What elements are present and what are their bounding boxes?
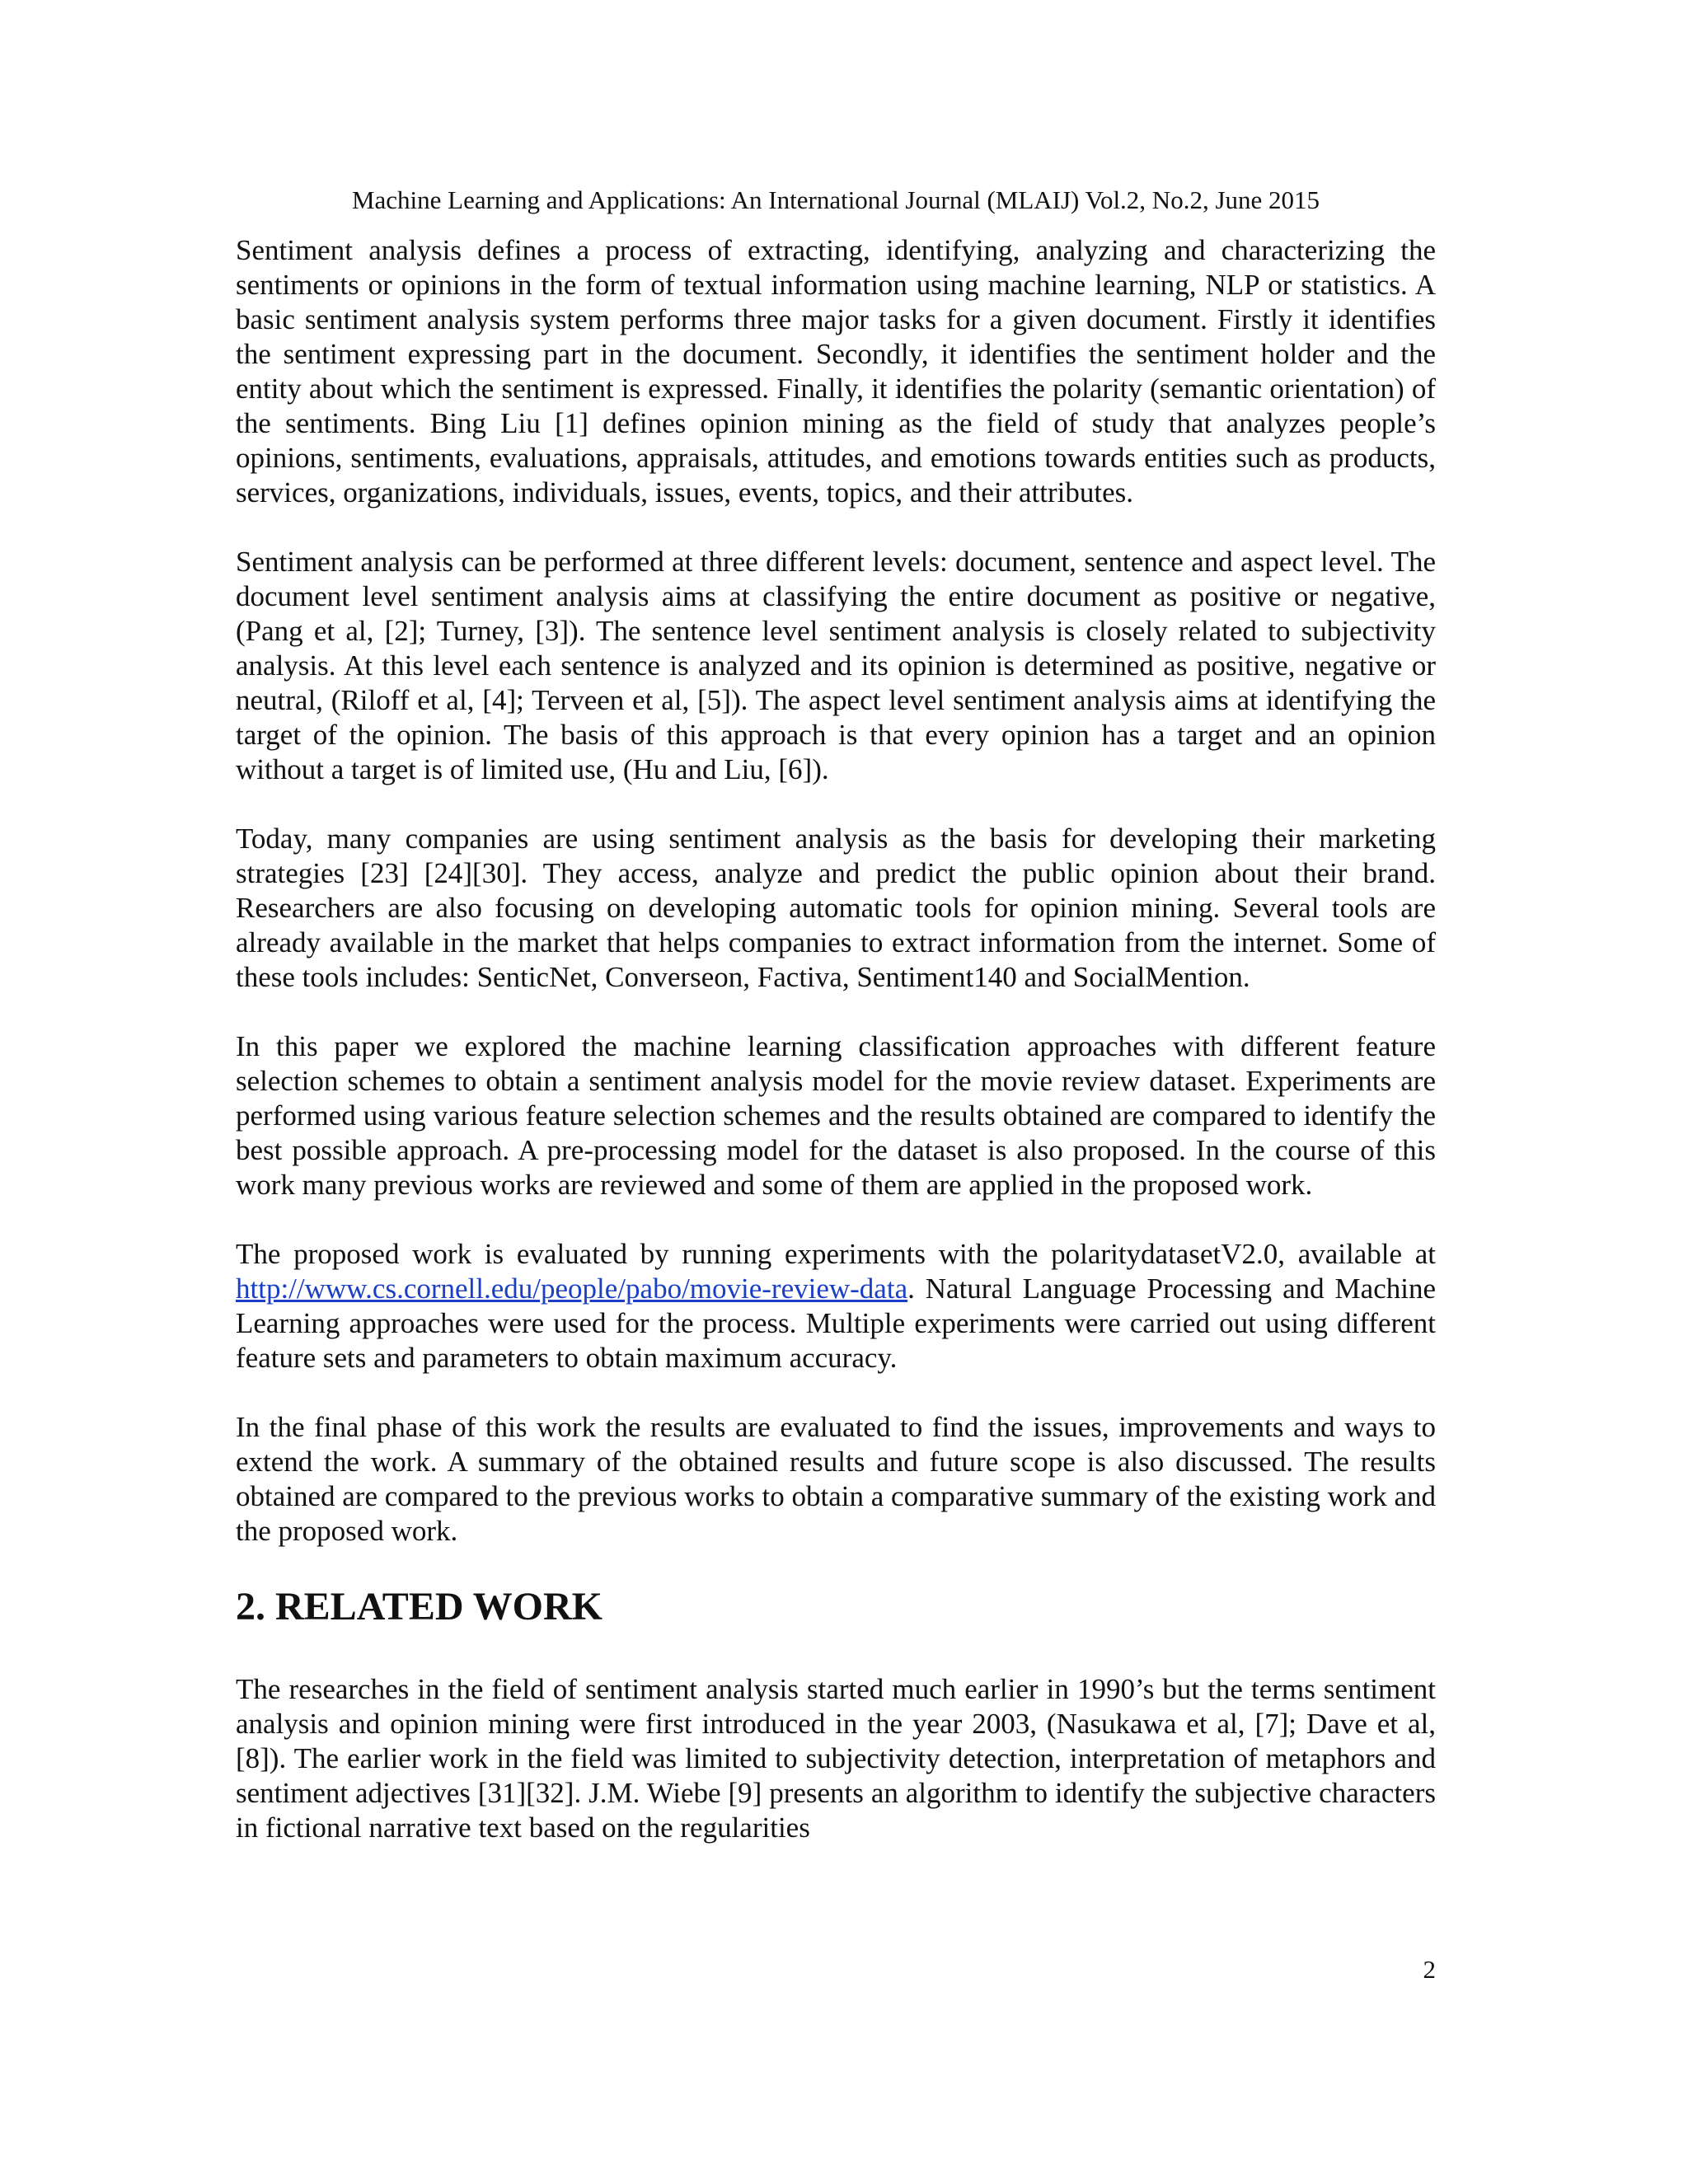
section-heading-related-work: 2. RELATED WORK xyxy=(236,1585,603,1629)
paragraph-dataset xyxy=(236,1237,1436,1376)
page-number: 2 xyxy=(1423,1955,1436,1984)
paragraph-final-phase: In the final phase of this work the results are evaluated to find the issues, improvements and ways to extend the work. A summary of the obtained results and future scope is also discussed. The results obtained are compared to the previous works to obtain a comparative summary of the existing work and the proposed work. xyxy=(236,1411,1436,1547)
dataset-link[interactable]: http://www.cs.cornell.edu/people/pabo/movie-review-data xyxy=(236,1272,908,1305)
dataset-text-before-link: The proposed work is evaluated by running experiments with the polaritydatasetV2.0, available at xyxy=(236,1238,1436,1270)
running-header: Machine Learning and Applications: An International Journal (MLAIJ) Vol.2, No.2, June 2015 xyxy=(351,185,1320,214)
paragraph-related-work: The researches in the field of sentiment analysis started much earlier in 1990’s but the terms sentiment analysis and opinion mining were first introduced in the year 2003, (Nasukawa et al, [7]; Dave et al, [8]). The earlier work in the field was limited to subjectivity detection, interpretation of metaphors and sentiment adjectives [31][32]. J.M. Wiebe [9] presents an algorithm to identify the subjective characters in fictional narrative text based on the regularities xyxy=(236,1673,1436,1844)
page-body xyxy=(236,233,1436,1880)
paragraph-analysis-levels: Sentiment analysis can be performed at three different levels: document, sentence and aspect level. The document level sentiment analysis aims at classifying the entire document as positive or negative, (Pang et al, [2]; Turney, [3]). The sentence level sentiment analysis is closely related to subjectivity analysis. At this level each sentence is analyzed and its opinion is determined as positive, negative or neutral, (Riloff et al, [4]; Terveen et al, [5]). The aspect level sentiment analysis aims at identifying the target of the opinion. The basis of this approach is that every opinion has a target and an opinion without a target is of limited use, (Hu and Liu, [6]). xyxy=(236,546,1436,785)
paragraph-industry-tools: Today, many companies are using sentiment analysis as the basis for developing their marketing strategies [23] [24][30]. They access, analyze and predict the public opinion about their brand. Researchers are also focusing on developing automatic tools for opinion mining. Several tools are already available in the market that helps companies to extract information from the internet. Some of these tools includes: SenticNet, Converseon, Factiva, Sentiment140 and SocialMention. xyxy=(236,823,1436,993)
paragraph-sentiment-definition: Sentiment analysis defines a process of extracting, identifying, analyzing and characterizing the sentiments or opinions in the form of textual information using machine learning, NLP or statistics. A basic sentiment analysis system performs three major tasks for a given document. Firstly it identifies the sentiment expressing part in the document. Secondly, it identifies the sentiment holder and the entity about which the sentiment is expressed. Finally, it identifies the polarity (semantic orientation) of the sentiments. Bing Liu [1] defines opinion mining as the field of study that analyzes people’s opinions, sentiments, evaluations, appraisals, attitudes, and emotions towards entities such as products, services, organizations, individuals, issues, events, topics, and their attributes. xyxy=(236,234,1436,509)
dataset-text-after-link: . Natural Language Processing and Machine Learning approaches were used for the process. Multiple experiments were carried out using different feature sets and parameters to obtain maximum accuracy. xyxy=(236,1272,1436,1374)
paragraph-paper-scope: In this paper we explored the machine learning classification approaches with different feature selection schemes to obtain a sentiment analysis model for the movie review dataset. Experiments are performed using various feature selection schemes and the results obtained are compared to identify the best possible approach. A pre-processing model for the dataset is also proposed. In the course of this work many previous works are reviewed and some of them are applied in the proposed work. xyxy=(236,1030,1436,1201)
